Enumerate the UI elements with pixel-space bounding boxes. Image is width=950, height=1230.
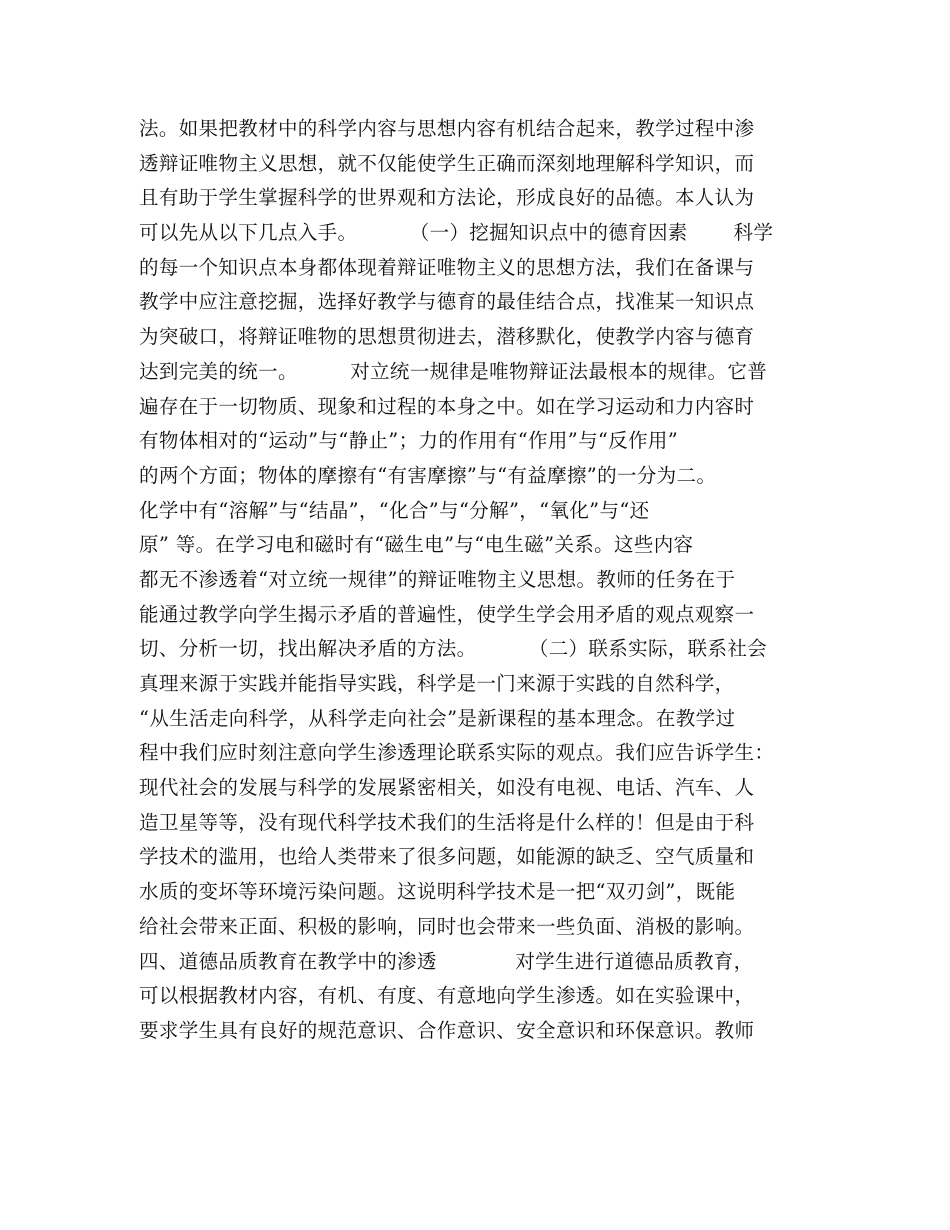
body-text [139, 112, 859, 1049]
text-line-27: 要求学生具有良好的规范意识、合作意识、安全意识和环保意识。教师 [139, 1018, 755, 1042]
text-line-3: 且有助于学生掌握科学的世界观和方法论，形成良好的品德。本人认为 [139, 186, 755, 210]
text-line-14: 都无不渗透着“对立统一规律”的辩证唯物主义思想。教师的任务在于 [139, 567, 736, 591]
text-line-20: 现代社会的发展与科学的发展紧密相关，如没有电视、电话、汽车、人 [139, 776, 755, 800]
text-line-8: 达到完美的统一。 对立统一规律是唯物辩证法最根本的规律。它普 [139, 359, 768, 383]
text-line-10: 有物体相对的“运动”与“静止”；力的作用有“作用”与“反作用” [139, 429, 679, 453]
text-line-4: 可以先从以下几点入手。 （一）挖掘知识点中的德育因素 科学 [139, 221, 774, 245]
text-line-19: 程中我们应时刻注意向学生渗透理论联系实际的观点。我们应告诉学生： [139, 741, 775, 765]
text-line-21: 造卫星等等，没有现代科学技术我们的生活将是什么样的！但是由于科 [139, 810, 755, 834]
text-line-9: 遍存在于一切物质、现象和过程的本身之中。如在学习运动和力内容时 [139, 394, 755, 418]
text-line-23: 水质的变坏等环境污染问题。这说明科学技术是一把“双刃剑”，既能 [139, 880, 736, 904]
text-line-12: 化学中有“溶解”与“结晶”，“化合”与“分解”，“氧化”与“还 [139, 498, 650, 522]
text-line-25: 四、道德品质教育在教学中的渗透 对学生进行道德品质教育， [139, 949, 754, 973]
text-line-18: “从生活走向科学，从科学走向社会”是新课程的基本理念。在教学过 [139, 706, 736, 730]
text-line-5: 的每一个知识点本身都体现着辩证唯物主义的思想方法，我们在备课与 [139, 255, 755, 279]
text-line-16: 切、分析一切，找出解决矛盾的方法。 （二）联系实际，联系社会 [139, 637, 768, 661]
text-line-26: 可以根据教材内容，有机、有度、有意地向学生渗透。如在实验课中， [139, 984, 755, 1008]
text-line-6: 教学中应注意挖掘，选择好教学与德育的最佳结合点，找准某一知识点 [139, 290, 755, 314]
text-line-17: 真理来源于实践并能指导实践，科学是一门来源于实践的自然科学， [139, 672, 735, 695]
text-line-11: 的两个方面；物体的摩擦有“有害摩擦”与“有益摩擦”的一分为二。 [139, 463, 717, 487]
text-line-7: 为突破口，将辩证唯物的思想贯彻进去，潜移默化，使教学内容与德育 [139, 325, 755, 349]
text-line-24: 给社会带来正面、积极的影响，同时也会带来一些负面、消极的影响。 [139, 914, 755, 938]
text-line-13: 原” 等。在学习电和磁时有“磁生电”与“电生磁”关系。这些内容 [139, 533, 694, 557]
text-line-2: 透辩证唯物主义思想，就不仅能使学生正确而深刻地理解科学知识，而 [139, 151, 755, 175]
text-line-22: 学技术的滥用，也给人类带来了很多问题，如能源的缺乏、空气质量和 [139, 845, 755, 869]
text-line-1: 法。如果把教材中的科学内容与思想内容有机结合起来，教学过程中渗 [139, 117, 755, 140]
text-line-15: 能通过教学向学生揭示矛盾的普遍性，使学生学会用矛盾的观点观察一 [139, 602, 755, 626]
